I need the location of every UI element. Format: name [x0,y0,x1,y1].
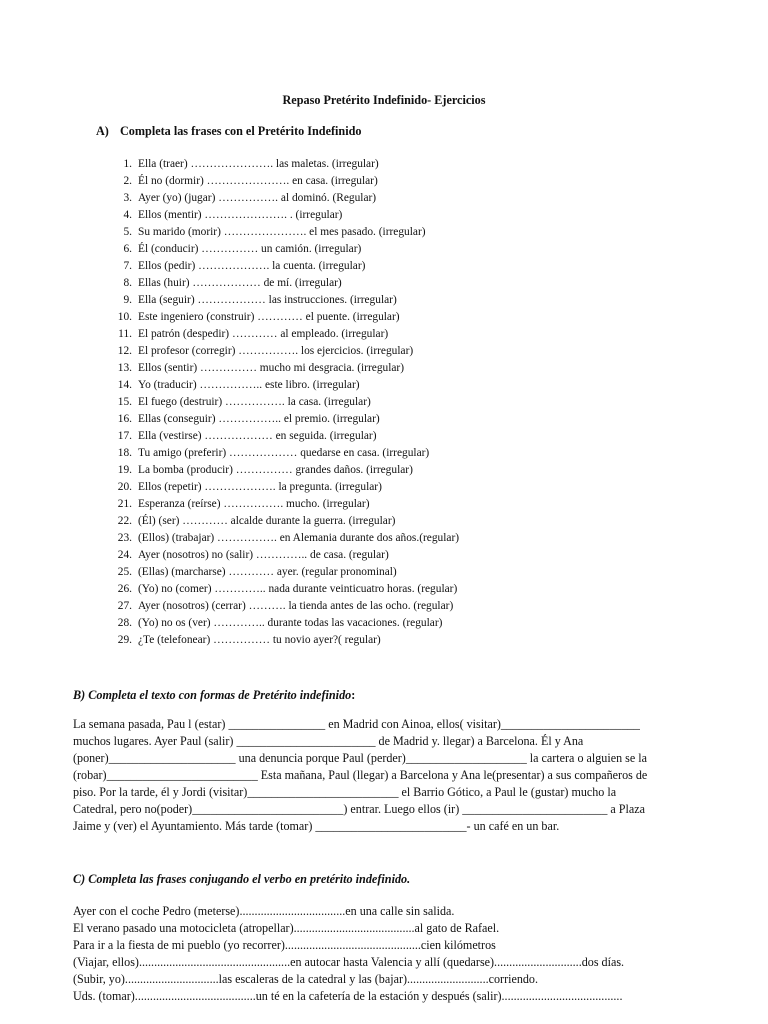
paragraph-line: (robar)_________________________ Esta mañana, Paul (llegar) a Barcelona y Ana le(presentar) a sus compañeros de [73,768,648,782]
exercise-item [96,564,459,581]
exercise-text: ¿Te (telefonear) …………… tu novio ayer?( regular) [138,634,381,646]
exercise-number: 4. [123,209,132,221]
paragraph-line: Para ir a la fiesta de mi pueblo (yo recorrer).............................................cien kilómetros [73,938,496,952]
paragraph-line: (Viajar, ellos)..................................................en autocar hasta Valencia y allí (quedarse).............................dos días. [73,955,625,969]
exercise-number: 21. [117,498,132,510]
paragraph-line: (Subir, yo)...............................las escaleras de la catedral y las (bajar)...........................corriendo. [73,972,538,986]
exercise-text: (Yo) no (comer) ………….. nada durante veinticuatro horas. (regular) [138,583,458,595]
exercise-text: Ellos (mentir) …………………. . (irregular) [138,209,343,221]
exercise-number: 10. [117,311,132,323]
exercise-text: Ellos (sentir) …………… mucho mi desgracia. (irregular) [138,362,405,374]
exercise-item [96,462,459,479]
exercise-number: 26. [117,583,132,595]
exercise-number: 17. [117,430,132,442]
exercise-text: La bomba (producir) …………… grandes daños. (irregular) [138,464,413,476]
exercise-item [96,173,459,190]
paragraph-line: Catedral, pero no(poder)_________________________) entrar. Luego ellos (ir) ________________________ a Plaza [73,802,645,816]
exercise-number: 14. [117,379,132,391]
exercise-number: 23. [117,532,132,544]
exercise-text: Ellos (repetir) ………………. la pregunta. (irregular) [138,481,382,493]
section-c-heading: C) Completa las frases conjugando el verbo en pretérito indefinido. [73,872,411,886]
exercise-item [96,156,459,173]
paragraph-line: Jaime y (ver) el Ayuntamiento. Más tarde (tomar) _________________________- un café en un bar. [73,819,560,833]
exercise-number: 2. [123,175,132,187]
section-a-heading-text: Completa las frases con el Pretérito Indefinido [120,124,362,138]
exercise-text: Ella (traer) …………………. las maletas. (irregular) [138,158,379,170]
exercise-number: 1. [123,158,132,170]
exercise-text: El patrón (despedir) ………… al empleado. (irregular) [138,328,389,340]
exercise-text: Ayer (nosotros) no (salir) ………….. de casa. (regular) [138,549,389,561]
exercise-number: 9. [123,294,132,306]
exercise-number: 11. [118,328,132,340]
exercise-item [96,309,459,326]
exercise-text: Ayer (yo) (jugar) ……………. al dominó. (Regular) [138,192,377,204]
exercise-text: Él no (dormir) …………………. en casa. (irregular) [138,175,378,187]
exercise-item [96,241,459,258]
exercise-number: 28. [117,617,132,629]
exercise-item [96,530,459,547]
exercise-item [96,428,459,445]
exercise-item [96,207,459,224]
exercise-number: 7. [123,260,132,272]
exercise-text: (Ellos) (trabajar) ……………. en Alemania durante dos años.(regular) [138,532,460,544]
section-b-heading-colon: : [351,688,356,702]
exercise-item [96,224,459,241]
section-a-heading [96,124,361,139]
exercise-item [96,615,459,632]
page-title: Repaso Pretérito Indefinido- Ejercicios [282,93,486,107]
exercise-item [96,598,459,615]
exercise-item [96,581,459,598]
section-a-letter: A) [96,124,109,138]
exercise-number: 15. [117,396,132,408]
exercise-text: Ella (seguir) ……………… las instrucciones. (irregular) [138,294,397,306]
exercise-text: Él (conducir) …………… un camión. (irregular) [138,243,362,255]
paragraph-line: muchos lugares. Ayer Paul (salir) _______________________ de Madrid y. llegar) a Barcelona. Él y Ana [73,734,584,748]
exercise-item [96,292,459,309]
exercise-number: 6. [123,243,132,255]
exercise-number: 27. [117,600,132,612]
exercise-item [96,190,459,207]
exercise-number: 19. [117,464,132,476]
exercise-number: 3. [123,192,132,204]
exercise-text: Yo (traducir) …………….. este libro. (irregular) [138,379,360,391]
exercise-text: Esperanza (reírse) ……………. mucho. (irregular) [138,498,370,510]
exercise-item [96,326,459,343]
exercise-number: 20. [117,481,132,493]
paragraph-line: El verano pasado una motocicleta (atropellar)........................................al gato de Rafael. [73,921,500,935]
exercise-text: Su marido (morir) …………………. el mes pasado. (irregular) [138,226,426,238]
exercise-item [96,632,459,649]
exercise-text: Ellas (huir) ……………… de mí. (irregular) [138,277,342,289]
exercise-text: El profesor (corregir) ……………. los ejercicios. (irregular) [138,345,414,357]
exercise-text: Ellos (pedir) ………………. la cuenta. (irregular) [138,260,366,272]
section-c-paragraph [73,903,624,1005]
exercise-text: (Ellas) (marcharse) ………… ayer. (regular pronominal) [138,566,397,578]
exercise-item [96,394,459,411]
exercise-text: Tu amigo (preferir) ……………… quedarse en casa. (irregular) [138,447,430,459]
exercise-item [96,547,459,564]
paragraph-line: Ayer con el coche Pedro (meterse)...................................en una calle sin salida. [73,904,455,918]
exercise-number: 8. [123,277,132,289]
exercise-item [96,411,459,428]
exercise-text: Ella (vestirse) ……………… en seguida. (irregular) [138,430,377,442]
exercise-number: 25. [117,566,132,578]
exercise-item [96,343,459,360]
exercise-list-a [96,156,459,649]
paragraph-line: Uds. (tomar)........................................un té en la cafetería de la estación y después (salir)........................................ [73,989,623,1003]
exercise-item [96,479,459,496]
exercise-text: Este ingeniero (construir) ………… el puente. (irregular) [138,311,400,323]
exercise-item [96,275,459,292]
exercise-number: 29. [117,634,132,646]
exercise-number: 13. [117,362,132,374]
exercise-number: 24. [117,549,132,561]
exercise-item [96,496,459,513]
paragraph-line: (poner)_____________________ una denuncia porque Paul (perder)____________________ la cartera o alguien se la [73,751,647,765]
exercise-text: (Él) (ser) ………… alcalde durante la guerra. (irregular) [138,515,396,527]
exercise-item [96,445,459,462]
exercise-item [96,377,459,394]
exercise-item [96,360,459,377]
exercise-number: 16. [117,413,132,425]
exercise-number: 12. [117,345,132,357]
exercise-text: (Yo) no os (ver) ………….. durante todas las vacaciones. (regular) [138,617,443,629]
section-b-heading-text: B) Completa el texto con formas de Pretérito indefinido [73,688,352,702]
exercise-text: Ayer (nosotros) (cerrar) ………. la tienda antes de las ocho. (regular) [138,600,454,612]
exercise-text: El fuego (destruir) ……………. la casa. (irregular) [138,396,371,408]
exercise-number: 22. [117,515,132,527]
exercise-item [96,258,459,275]
exercise-item [96,513,459,530]
exercise-text: Ellas (conseguir) …………….. el premio. (irregular) [138,413,380,425]
paragraph-line: La semana pasada, Pau l (estar) ________________ en Madrid con Ainoa, ellos( visitar)_______________________ [73,717,640,731]
exercise-number: 18. [117,447,132,459]
section-b-paragraph [73,716,647,835]
section-b-heading [73,688,355,703]
paragraph-line: piso. Por la tarde, él y Jordi (visitar)_________________________ el Barrio Gótico, a Paul le (gustar) mucho la [73,785,617,799]
exercise-number: 5. [123,226,132,238]
